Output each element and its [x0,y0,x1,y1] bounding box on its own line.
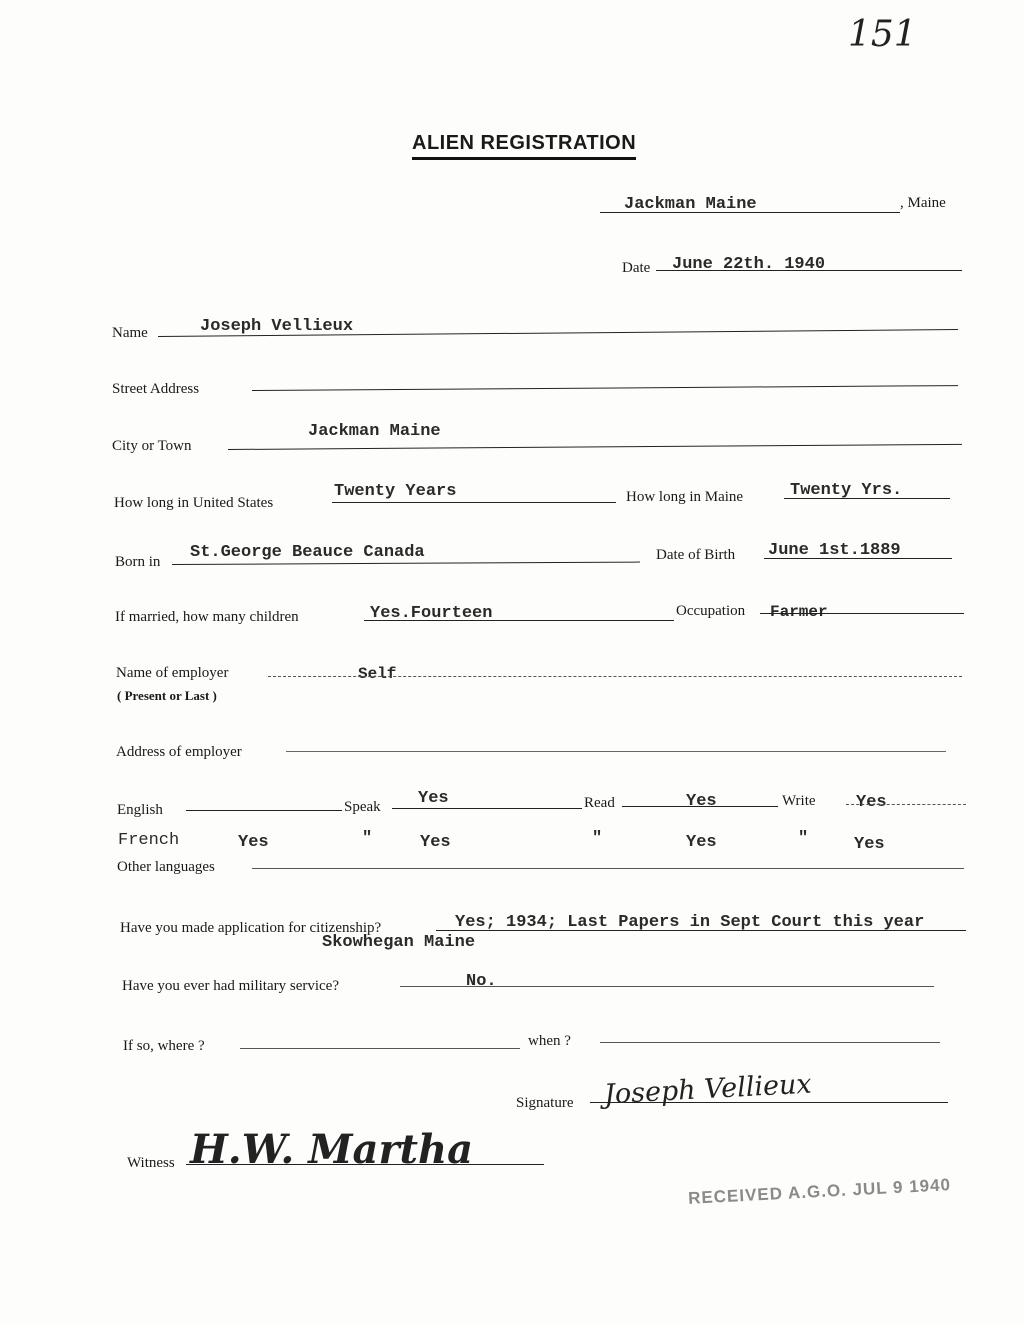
dob-value: June 1st.1889 [768,541,901,560]
maine-line [784,498,950,499]
city-value: Jackman Maine [308,422,441,441]
read-label: Read [584,795,615,811]
us-value: Twenty Years [334,482,457,501]
write-line [846,804,966,805]
married-label: If married, how many children [115,609,299,625]
form-title: ALIEN REGISTRATION [412,132,636,160]
city-label: City or Town [112,438,192,454]
date-line [656,270,962,271]
city-line [228,444,962,450]
read-line [622,806,778,807]
citizenship-line [436,930,966,931]
dob-line [764,558,952,559]
born-value: St.George Beauce Canada [190,543,425,562]
speak-line [392,808,582,809]
where-label: If so, where ? [123,1038,205,1054]
ditto-mark-2: " [592,829,603,848]
signature-label: Signature [516,1095,574,1111]
born-label: Born in [115,554,161,570]
employer-label: Name of employer [116,665,229,681]
where-line [240,1048,520,1049]
employer-address-line [286,751,946,752]
witness-label: Witness [127,1155,175,1171]
employer-sub-label: ( Present or Last ) [117,688,217,703]
town-line [600,212,900,213]
write-label: Write [782,793,816,809]
name-label: Name [112,325,148,341]
date-value: June 22th. 1940 [672,255,826,274]
citizenship-label: Have you made application for citizenship? [120,920,382,936]
military-line [400,986,934,987]
other-languages-line [252,868,964,869]
employer-value: Self [358,665,397,683]
citizenship-value-line1: Yes; 1934; Last Papers in Sept Court this year [455,913,925,932]
maine-value: Twenty Yrs. [790,481,903,500]
military-value: No. [466,972,497,991]
witness-line [186,1164,544,1165]
us-line [332,502,616,503]
french-write-value: Yes [686,833,717,852]
occupation-label: Occupation [676,603,746,619]
dob-label: Date of Birth [656,547,736,563]
french-label: French [118,831,180,850]
page-number: 151 [848,14,917,55]
citizenship-value-line2: Skowhegan Maine [322,933,476,952]
ditto-mark-3: " [798,829,809,848]
date-label: Date [622,260,651,276]
state-label: , Maine [900,195,946,211]
signature-line [590,1102,948,1103]
employer-line [268,676,962,677]
english-label: English [117,802,163,818]
married-value: Yes.Fourteen [370,604,493,623]
ditto-mark-1: " [362,829,373,848]
military-label: Have you ever had military service? [122,978,339,994]
english-write-value: Yes [856,793,887,812]
signature-value: Joseph Vellieux [603,1068,813,1111]
maine-label: How long in Maine [626,489,744,505]
speak-label: Speak [344,799,381,815]
english-speak-value: Yes [418,789,449,808]
occupation-line [760,613,964,614]
town-value: Jackman Maine [624,195,757,214]
street-line [252,385,958,391]
french-extra-value: Yes [854,835,885,854]
when-line [600,1042,940,1043]
us-label: How long in United States [114,495,274,511]
born-line [172,562,640,565]
other-languages-label: Other languages [117,859,215,875]
occupation-value: Farmer [770,603,828,621]
received-stamp: RECEIVED A.G.O. JUL 9 1940 [687,1175,952,1208]
english-line [186,810,342,811]
english-read-value: Yes [686,792,717,811]
french-speak-value: Yes [238,833,269,852]
employer-address-label: Address of employer [116,744,242,760]
witness-value: H.W. Martha [190,1126,474,1173]
when-label: when ? [528,1033,571,1049]
name-value: Joseph Vellieux [200,317,354,336]
street-label: Street Address [112,381,200,397]
married-line [364,620,674,621]
french-read-value: Yes [420,833,451,852]
